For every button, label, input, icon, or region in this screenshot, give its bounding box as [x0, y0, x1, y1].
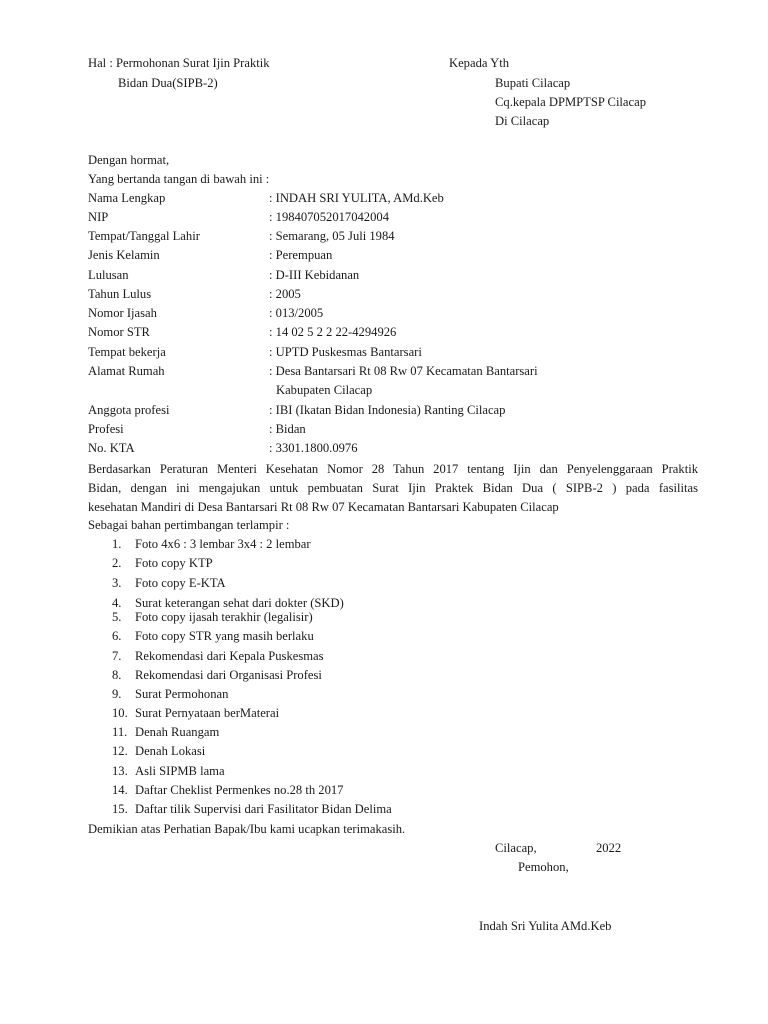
list-item-number: 11.: [112, 725, 128, 739]
intro-text: Yang bertanda tangan di bawah ini :: [88, 172, 270, 186]
recipient-line-2: Cq.kepala DPMPTSP Cilacap: [495, 95, 647, 109]
field-label: No. KTA: [88, 441, 135, 455]
field-label: Alamat Rumah: [88, 364, 165, 378]
list-item-number: 8.: [112, 668, 122, 682]
field-label: Lulusan: [88, 268, 129, 282]
list-item: Daftar Cheklist Permenkes no.28 th 2017: [135, 783, 344, 797]
list-item: Surat keterangan sehat dari dokter (SKD): [135, 596, 344, 610]
addressee-salutation: Kepada Yth: [449, 56, 510, 70]
list-item: Foto copy E-KTA: [135, 576, 226, 590]
list-item: Foto copy KTP: [135, 556, 213, 570]
list-item-number: 15.: [112, 802, 128, 816]
field-label: Nomor Ijasah: [88, 306, 157, 320]
field-label: Profesi: [88, 422, 124, 436]
signature-year: 2022: [596, 841, 622, 855]
field-value-continuation: Kabupaten Cilacap: [276, 383, 373, 397]
attachments-intro: Sebagai bahan pertimbangan terlampir :: [88, 518, 290, 532]
field-value: : 013/2005: [269, 306, 324, 320]
list-item: Denah Ruangam: [135, 725, 220, 739]
field-label: Jenis Kelamin: [88, 248, 160, 262]
list-item: Daftar tilik Supervisi dari Fasilitator Bidan Delima: [135, 802, 392, 816]
list-item-number: 7.: [112, 649, 122, 663]
field-label: Tempat/Tanggal Lahir: [88, 229, 200, 243]
list-item: Foto copy ijasah terakhir (legalisir): [135, 610, 313, 624]
list-item: Rekomendasi dari Organisasi Profesi: [135, 668, 322, 682]
subject-line: Hal : Permohonan Surat Ijin Praktik: [88, 56, 270, 70]
field-value: : IBI (Ikatan Bidan Indonesia) Ranting Cilacap: [269, 403, 506, 417]
field-value: : UPTD Puskesmas Bantarsari: [269, 345, 422, 359]
list-item: Rekomendasi dari Kepala Puskesmas: [135, 649, 324, 663]
field-value: : 14 02 5 2 2 22-4294926: [269, 325, 397, 339]
list-item: Denah Lokasi: [135, 744, 206, 758]
list-item-number: 3.: [112, 576, 122, 590]
list-item-number: 6.: [112, 629, 122, 643]
field-value: : 198407052017042004: [269, 210, 389, 224]
field-label: Tahun Lulus: [88, 287, 152, 301]
field-label: Anggota profesi: [88, 403, 170, 417]
list-item-number: 1.: [112, 537, 122, 551]
list-item: Foto 4x6 : 3 lembar 3x4 : 2 lembar: [135, 537, 311, 551]
list-item: Asli SIPMB lama: [135, 764, 225, 778]
list-item-number: 13.: [112, 764, 128, 778]
field-label: Tempat bekerja: [88, 345, 166, 359]
list-item: Foto copy STR yang masih berlaku: [135, 629, 314, 643]
list-item-number: 10.: [112, 706, 128, 720]
list-item: Surat Pernyataan berMaterai: [135, 706, 280, 720]
field-label: Nama Lengkap: [88, 191, 166, 205]
list-item-number: 5.: [112, 610, 122, 624]
list-item-number: 9.: [112, 687, 122, 701]
body-paragraph-line-3: kesehatan Mandiri di Desa Bantarsari Rt 08 Rw 07 Kecamatan Bantarsari Kabupaten Cilacap: [88, 500, 559, 514]
closing-text: Demikian atas Perhatian Bapak/Ibu kami ucapkan terimakasih.: [88, 822, 406, 836]
list-item-number: 14.: [112, 783, 128, 797]
recipient-line-1: Bupati Cilacap: [495, 76, 571, 90]
recipient-line-3: Di Cilacap: [495, 114, 550, 128]
subject-line-2: Bidan Dua(SIPB-2): [118, 76, 218, 90]
field-value: : D-III Kebidanan: [269, 268, 360, 282]
list-item-number: 12.: [112, 744, 128, 758]
field-value: : 2005: [269, 287, 301, 301]
field-value: : 3301.1800.0976: [269, 441, 358, 455]
signature-place: Cilacap,: [495, 841, 537, 855]
body-paragraph-line-1: Berdasarkan Peraturan Menteri Kesehatan Nomor 28 Tahun 2017 tentang Ijin dan Penyelenggaraan Praktik: [88, 462, 698, 476]
field-value: : Desa Bantarsari Rt 08 Rw 07 Kecamatan Bantarsari: [269, 364, 538, 378]
field-label: Nomor STR: [88, 325, 150, 339]
greeting: Dengan hormat,: [88, 153, 170, 167]
field-value: : Semarang, 05 Juli 1984: [269, 229, 395, 243]
field-value: : Bidan: [269, 422, 306, 436]
field-value: : INDAH SRI YULITA, AMd.Keb: [269, 191, 444, 205]
field-value: : Perempuan: [269, 248, 333, 262]
body-paragraph-line-2: Bidan, dengan ini mengajukan untuk pembuatan Surat Ijin Praktek Bidan Dua ( SIPB-2 ) pada fasilitas: [88, 481, 698, 495]
field-label: NIP: [88, 210, 109, 224]
list-item: Surat Permohonan: [135, 687, 229, 701]
list-item-number: 2.: [112, 556, 122, 570]
applicant-label: Pemohon,: [518, 860, 569, 874]
applicant-name: Indah Sri Yulita AMd.Keb: [479, 919, 612, 933]
list-item-number: 4.: [112, 596, 122, 610]
